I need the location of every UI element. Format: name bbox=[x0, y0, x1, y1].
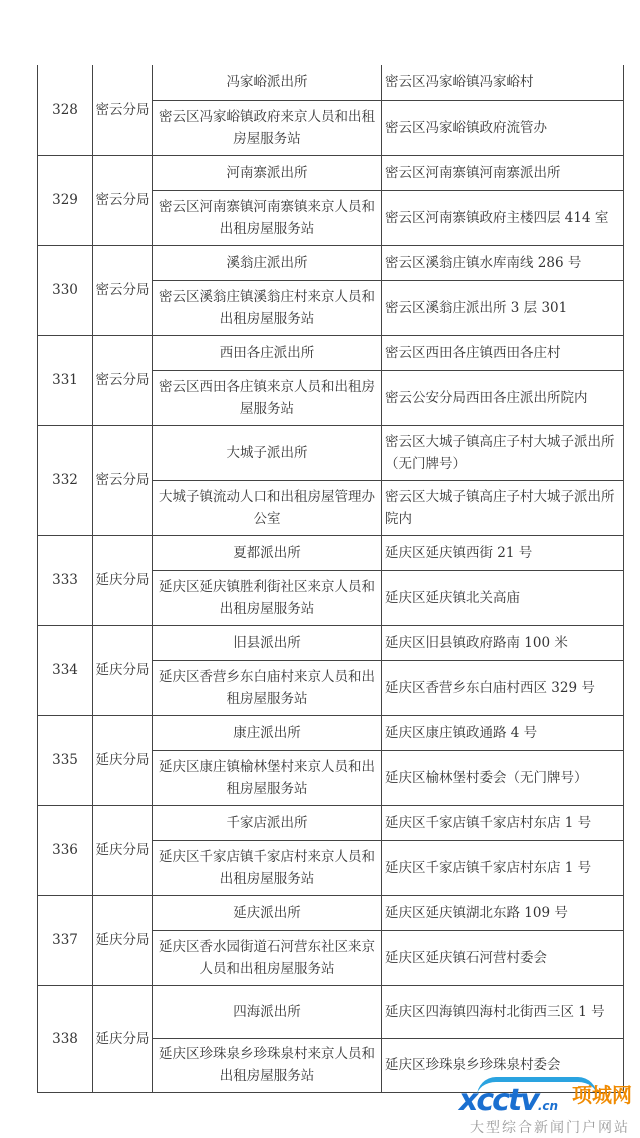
station-address: 延庆区四海镇四海村北街西三区 1 号 bbox=[382, 985, 624, 1038]
table-row bbox=[38, 245, 624, 280]
station-name: 密云区溪翁庄镇溪翁庄村来京人员和出租房屋服务站 bbox=[153, 280, 382, 335]
station-address: 密云区西田各庄镇西田各庄村 bbox=[382, 335, 624, 370]
station-address: 延庆区香营乡东白庙村西区 329 号 bbox=[382, 660, 624, 715]
station-name: 旧县派出所 bbox=[153, 625, 382, 660]
bureau-name: 密云分局 bbox=[93, 65, 153, 155]
bureau-name: 延庆分局 bbox=[93, 805, 153, 895]
row-number: 338 bbox=[38, 985, 93, 1092]
row-number: 333 bbox=[38, 535, 93, 625]
station-name: 密云区河南寨镇河南寨镇来京人员和出租房屋服务站 bbox=[153, 190, 382, 245]
table-row bbox=[38, 715, 624, 750]
table-row bbox=[38, 625, 624, 660]
station-address: 延庆区榆林堡村委会（无门牌号） bbox=[382, 750, 624, 805]
station-name: 四海派出所 bbox=[153, 985, 382, 1038]
station-address: 密云区溪翁庄派出所 3 层 301 bbox=[382, 280, 624, 335]
station-name: 延庆区千家店镇千家店村来京人员和出租房屋服务站 bbox=[153, 840, 382, 895]
station-address: 延庆区旧县镇政府路南 100 米 bbox=[382, 625, 624, 660]
table-row bbox=[38, 155, 624, 190]
table-row bbox=[38, 895, 624, 930]
station-name: 延庆区香营乡东白庙村来京人员和出租房屋服务站 bbox=[153, 660, 382, 715]
station-address: 延庆区延庆镇湖北东路 109 号 bbox=[382, 895, 624, 930]
station-address: 延庆区延庆镇北关高庙 bbox=[382, 570, 624, 625]
table-row bbox=[38, 985, 624, 1038]
table-row bbox=[38, 65, 624, 100]
station-address: 密云公安分局西田各庄派出所院内 bbox=[382, 370, 624, 425]
station-name: 延庆区香水园街道石河营东社区来京人员和出租房屋服务站 bbox=[153, 930, 382, 985]
station-address: 密云区河南寨镇河南寨派出所 bbox=[382, 155, 624, 190]
station-name: 大城子镇流动人口和出租房屋管理办公室 bbox=[153, 480, 382, 535]
station-name: 延庆区康庄镇榆林堡村来京人员和出租房屋服务站 bbox=[153, 750, 382, 805]
station-name: 密云区冯家峪镇政府来京人员和出租房屋服务站 bbox=[153, 100, 382, 155]
station-name: 康庄派出所 bbox=[153, 715, 382, 750]
watermark-brand: 项城网 bbox=[572, 1083, 632, 1107]
station-address: 延庆区延庆镇石河营村委会 bbox=[382, 930, 624, 985]
bureau-name: 延庆分局 bbox=[93, 985, 153, 1092]
station-address: 延庆区延庆镇西街 21 号 bbox=[382, 535, 624, 570]
bureau-name: 延庆分局 bbox=[93, 625, 153, 715]
station-name: 延庆派出所 bbox=[153, 895, 382, 930]
station-name: 河南寨派出所 bbox=[153, 155, 382, 190]
station-address: 密云区冯家峪镇冯家峪村 bbox=[382, 65, 624, 100]
station-address: 密云区冯家峪镇政府流管办 bbox=[382, 100, 624, 155]
table-row bbox=[38, 335, 624, 370]
bureau-name: 延庆分局 bbox=[93, 715, 153, 805]
row-number: 331 bbox=[38, 335, 93, 425]
station-address: 延庆区千家店镇千家店村东店 1 号 bbox=[382, 805, 624, 840]
bureau-name: 密云分局 bbox=[93, 425, 153, 535]
table-row bbox=[38, 425, 624, 480]
station-name: 千家店派出所 bbox=[153, 805, 382, 840]
station-name: 密云区西田各庄镇来京人员和出租房屋服务站 bbox=[153, 370, 382, 425]
watermark bbox=[457, 1083, 632, 1135]
watermark-slogan: 大型综合新闻门户网站 bbox=[470, 1120, 630, 1136]
table-row bbox=[38, 535, 624, 570]
station-address: 密云区大城子镇高庄子村大城子派出所院内 bbox=[382, 480, 624, 535]
row-number: 329 bbox=[38, 155, 93, 245]
station-address: 延庆区千家店镇千家店村东店 1 号 bbox=[382, 840, 624, 895]
bureau-name: 密云分局 bbox=[93, 335, 153, 425]
station-name: 西田各庄派出所 bbox=[153, 335, 382, 370]
bureau-name: 延庆分局 bbox=[93, 535, 153, 625]
table-row bbox=[38, 805, 624, 840]
station-address: 延庆区珍珠泉乡珍珠泉村委会 bbox=[382, 1038, 624, 1092]
row-number: 330 bbox=[38, 245, 93, 335]
station-name: 大城子派出所 bbox=[153, 425, 382, 480]
station-address: 密云区大城子镇高庄子村大城子派出所（无门牌号） bbox=[382, 425, 624, 480]
station-name: 夏都派出所 bbox=[153, 535, 382, 570]
police-station-table bbox=[37, 65, 624, 1093]
bureau-name: 密云分局 bbox=[93, 155, 153, 245]
station-address: 密云区溪翁庄镇水库南线 286 号 bbox=[382, 245, 624, 280]
bureau-name: 延庆分局 bbox=[93, 895, 153, 985]
row-number: 337 bbox=[38, 895, 93, 985]
row-number: 336 bbox=[38, 805, 93, 895]
row-number: 332 bbox=[38, 425, 93, 535]
station-name: 延庆区珍珠泉乡珍珠泉村来京人员和出租房屋服务站 bbox=[153, 1038, 382, 1092]
row-number: 334 bbox=[38, 625, 93, 715]
watermark-logo: xcctv.cn bbox=[459, 1083, 559, 1118]
row-number: 335 bbox=[38, 715, 93, 805]
station-address: 延庆区康庄镇政通路 4 号 bbox=[382, 715, 624, 750]
row-number: 328 bbox=[38, 65, 93, 155]
station-name: 延庆区延庆镇胜利街社区来京人员和出租房屋服务站 bbox=[153, 570, 382, 625]
station-name: 冯家峪派出所 bbox=[153, 65, 382, 100]
station-name: 溪翁庄派出所 bbox=[153, 245, 382, 280]
station-address: 密云区河南寨镇政府主楼四层 414 室 bbox=[382, 190, 624, 245]
bureau-name: 密云分局 bbox=[93, 245, 153, 335]
